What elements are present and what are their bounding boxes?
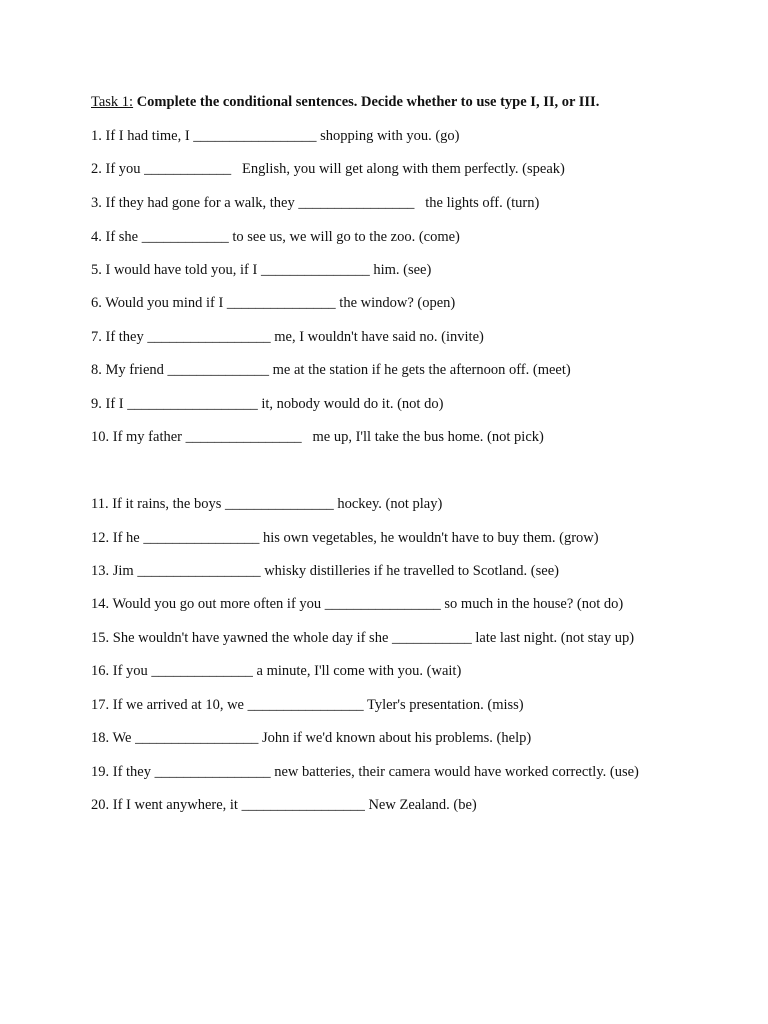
item-text: If they had gone for a walk, they ________________ the lights off. (turn) — [105, 195, 540, 211]
item-text: If they _________________ me, I wouldn't have said no. (invite) — [105, 329, 484, 345]
item-text: If I went anywhere, it _________________ New Zealand. (be) — [112, 797, 477, 813]
item-number: 11. — [91, 496, 109, 512]
exercise-item-15 — [91, 629, 634, 647]
item-number: 3. — [91, 195, 102, 211]
task-instruction: Complete the conditional sentences. Decide whether to use type I, II, or III. — [136, 94, 600, 110]
item-number: 18. — [91, 730, 110, 746]
exercise-item-13 — [91, 562, 559, 580]
item-number: 14. — [91, 596, 110, 612]
item-text: We _________________ John if we'd known about his problems. (help) — [112, 730, 532, 746]
exercise-item-10 — [91, 428, 544, 446]
exercise-item-20 — [91, 796, 477, 814]
exercise-item-17 — [91, 696, 524, 714]
item-text: If it rains, the boys _______________ hockey. (not play) — [112, 496, 443, 512]
item-number: 12. — [91, 530, 110, 546]
item-text: Would you mind if I _______________ the window? (open) — [105, 295, 456, 311]
exercise-item-5 — [91, 261, 431, 279]
item-number: 19. — [91, 764, 110, 780]
exercise-item-6 — [91, 294, 455, 312]
item-text: My friend ______________ me at the station if he gets the afternoon off. (meet) — [105, 362, 571, 378]
exercise-item-8 — [91, 361, 571, 379]
item-text: I would have told you, if I _______________ him. (see) — [105, 262, 432, 278]
exercise-item-12 — [91, 529, 599, 547]
item-number: 5. — [91, 262, 102, 278]
item-number: 16. — [91, 663, 110, 679]
exercise-item-4 — [91, 228, 460, 246]
item-number: 15. — [91, 630, 110, 646]
item-text: If you ______________ a minute, I'll come with you. (wait) — [112, 663, 462, 679]
exercise-item-11 — [91, 495, 442, 513]
item-text: If I had time, I _________________ shopping with you. (go) — [105, 128, 460, 144]
item-text: If we arrived at 10, we ________________ Tyler's presentation. (miss) — [112, 697, 524, 713]
item-number: 9. — [91, 396, 102, 412]
item-number: 6. — [91, 295, 102, 311]
item-number: 4. — [91, 229, 102, 245]
item-number: 20. — [91, 797, 110, 813]
item-number: 17. — [91, 697, 110, 713]
exercise-item-16 — [91, 662, 461, 680]
item-number: 2. — [91, 161, 102, 177]
item-text: If my father ________________ me up, I'll take the bus home. (not pick) — [112, 429, 544, 445]
item-number: 8. — [91, 362, 102, 378]
item-number: 13. — [91, 563, 110, 579]
exercise-item-2 — [91, 160, 565, 178]
item-text: If she ____________ to see us, we will go to the zoo. (come) — [105, 229, 460, 245]
exercise-item-7 — [91, 328, 484, 346]
task-heading — [91, 94, 599, 111]
item-text: If he ________________ his own vegetables, he wouldn't have to buy them. (grow) — [112, 530, 599, 546]
item-number: 10. — [91, 429, 110, 445]
exercise-item-14 — [91, 595, 623, 613]
item-text: If they ________________ new batteries, their camera would have worked correctly. (use) — [112, 764, 639, 780]
item-text: Would you go out more often if you ________________ so much in the house? (not do) — [112, 596, 624, 612]
item-text: Jim _________________ whisky distilleries if he travelled to Scotland. (see) — [112, 563, 559, 579]
item-text: She wouldn't have yawned the whole day if she ___________ late last night. (not stay up) — [112, 630, 635, 646]
exercise-item-18 — [91, 729, 531, 747]
item-number: 1. — [91, 128, 102, 144]
exercise-item-19 — [91, 763, 639, 781]
exercise-item-3 — [91, 194, 539, 212]
item-text: If I __________________ it, nobody would do it. (not do) — [105, 396, 444, 412]
task-label: Task 1: — [91, 94, 134, 110]
item-text: If you ____________ English, you will get along with them perfectly. (speak) — [105, 161, 565, 177]
exercise-item-1 — [91, 127, 460, 145]
item-number: 7. — [91, 329, 102, 345]
exercise-item-9 — [91, 395, 443, 413]
